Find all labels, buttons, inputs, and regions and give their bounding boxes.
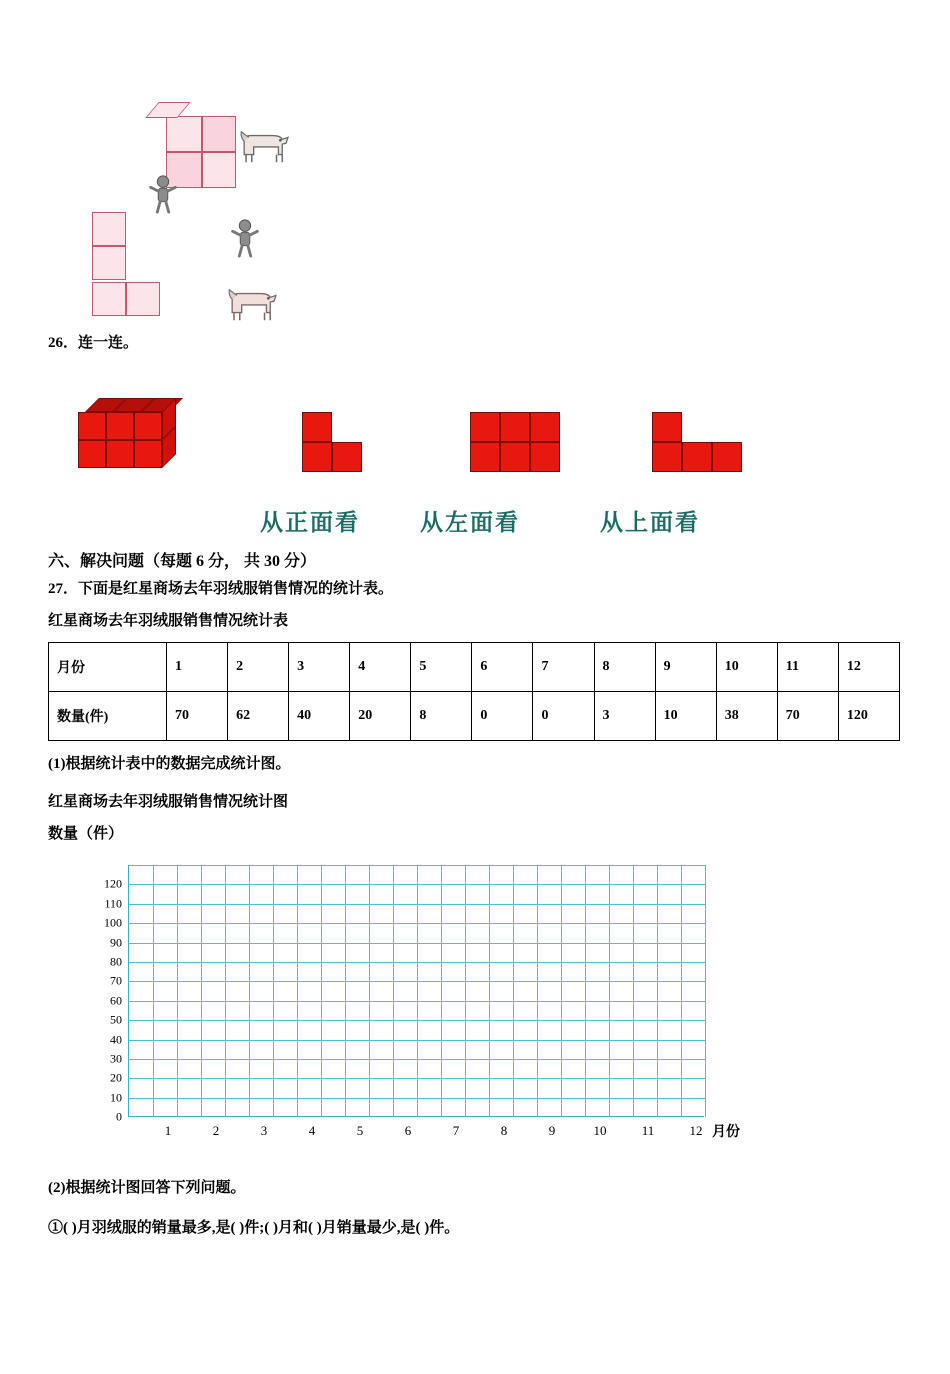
value-cell: 0 <box>472 692 533 741</box>
value-cell: 10 <box>655 692 716 741</box>
red-cube <box>302 442 332 472</box>
month-cell: 9 <box>655 643 716 692</box>
chart-x-axis-title: 月份 <box>712 1125 740 1140</box>
view-label-front: 从正面看 <box>260 510 360 535</box>
red-cube <box>682 442 712 472</box>
section-six-title: 六、解决问题（每题 6 分， 共 30 分） <box>48 553 317 570</box>
x-tick: 3 <box>260 1123 268 1138</box>
value-cell: 70 <box>777 692 838 741</box>
pink-cube <box>166 116 202 152</box>
x-tick: 7 <box>452 1123 460 1138</box>
value-cell: 120 <box>838 692 899 741</box>
y-tick: 70 <box>110 973 122 988</box>
month-cell: 8 <box>594 643 655 692</box>
chart-title: 红星商场去年羽绒服销售情况统计图 <box>48 794 289 810</box>
x-tick: 5 <box>356 1123 364 1138</box>
red-cube <box>652 412 682 442</box>
red-solid-views-figure <box>48 364 902 494</box>
month-cell: 6 <box>472 643 533 692</box>
red-cube <box>652 442 682 472</box>
y-tick: 100 <box>104 915 122 930</box>
question-27-sub1: (1)根据统计表中的数据完成统计图。 <box>48 756 291 772</box>
value-cell: 38 <box>716 692 777 741</box>
y-tick: 0 <box>116 1109 122 1124</box>
month-cell: 2 <box>228 643 289 692</box>
month-cell: 4 <box>350 643 411 692</box>
chart-y-axis-title: 数量（件） <box>48 826 124 842</box>
y-tick: 60 <box>110 993 122 1008</box>
sales-statistics-chart <box>88 857 748 1147</box>
red-cube <box>530 412 560 442</box>
cubes-and-animals-figure <box>48 30 902 330</box>
red-cube <box>134 412 162 440</box>
table-row-months <box>49 643 900 692</box>
red-cube <box>134 440 162 468</box>
chart-grid <box>128 865 704 1117</box>
x-tick: 9 <box>548 1123 556 1138</box>
x-tick: 10 <box>593 1123 607 1138</box>
row-header-quantity: 数量(件) <box>49 692 167 741</box>
red-cube <box>500 412 530 442</box>
sales-statistics-table <box>48 642 900 741</box>
x-tick: 8 <box>500 1123 508 1138</box>
question-27-text: 下面是红星商场去年羽绒服销售情况的统计表。 <box>78 581 394 597</box>
month-cell: 5 <box>411 643 472 692</box>
pink-cube <box>92 282 126 316</box>
y-tick: 10 <box>110 1090 122 1105</box>
red-cube <box>500 442 530 472</box>
red-cube <box>78 440 106 468</box>
y-tick: 80 <box>110 954 122 969</box>
question-27-blank-1: ①( )月羽绒服的销量最多,是( )件;( )月和( )月销量最少,是( )件。 <box>48 1220 460 1236</box>
question-26 <box>48 330 902 356</box>
dog-icon <box>238 126 296 166</box>
red-cube <box>530 442 560 472</box>
stat-table-title: 红星商场去年羽绒服销售情况统计表 <box>48 613 289 629</box>
pink-cube <box>92 246 126 280</box>
red-cube <box>78 412 106 440</box>
row-header-month: 月份 <box>49 643 167 692</box>
month-cell: 7 <box>533 643 594 692</box>
y-tick: 20 <box>110 1070 122 1085</box>
view-label-left: 从左面看 <box>420 510 520 535</box>
value-cell: 8 <box>411 692 472 741</box>
y-tick: 50 <box>110 1012 122 1027</box>
pink-cube <box>202 152 236 188</box>
month-cell: 12 <box>838 643 899 692</box>
x-tick: 11 <box>641 1123 655 1138</box>
pink-cube <box>92 212 126 246</box>
x-tick: 6 <box>404 1123 412 1138</box>
worksheet-page <box>0 30 950 1374</box>
value-cell: 20 <box>350 692 411 741</box>
value-cell: 0 <box>533 692 594 741</box>
value-cell: 70 <box>167 692 228 741</box>
question-26-text: 连一连。 <box>78 335 139 351</box>
month-cell: 1 <box>167 643 228 692</box>
month-cell: 11 <box>777 643 838 692</box>
dog-icon <box>226 284 284 324</box>
view-label-top: 从上面看 <box>600 510 700 535</box>
x-tick: 12 <box>689 1123 703 1138</box>
pink-cube <box>126 282 160 316</box>
red-cube <box>470 412 500 442</box>
red-cube <box>332 442 362 472</box>
y-tick: 40 <box>110 1032 122 1046</box>
y-tick: 110 <box>104 896 122 911</box>
y-tick: 120 <box>104 876 122 891</box>
value-cell: 40 <box>289 692 350 741</box>
red-cube <box>106 440 134 468</box>
man-icon <box>230 218 260 258</box>
question-27 <box>48 576 902 602</box>
value-cell: 3 <box>594 692 655 741</box>
red-cube <box>106 412 134 440</box>
red-cube <box>712 442 742 472</box>
x-tick: 2 <box>212 1123 220 1138</box>
red-cube <box>302 412 332 442</box>
red-cube <box>470 442 500 472</box>
question-26-number: 26． <box>48 335 79 351</box>
table-row-values <box>49 692 900 741</box>
x-tick: 4 <box>308 1123 316 1138</box>
x-tick: 1 <box>164 1123 172 1138</box>
view-labels <box>48 504 902 548</box>
value-cell: 62 <box>228 692 289 741</box>
month-cell: 3 <box>289 643 350 692</box>
y-tick: 30 <box>110 1051 122 1066</box>
month-cell: 10 <box>716 643 777 692</box>
man-icon <box>148 174 178 214</box>
pink-cube <box>202 116 236 152</box>
question-27-number: 27． <box>48 581 79 597</box>
y-tick: 90 <box>110 935 122 949</box>
question-27-sub2: (2)根据统计图回答下列问题。 <box>48 1180 246 1196</box>
